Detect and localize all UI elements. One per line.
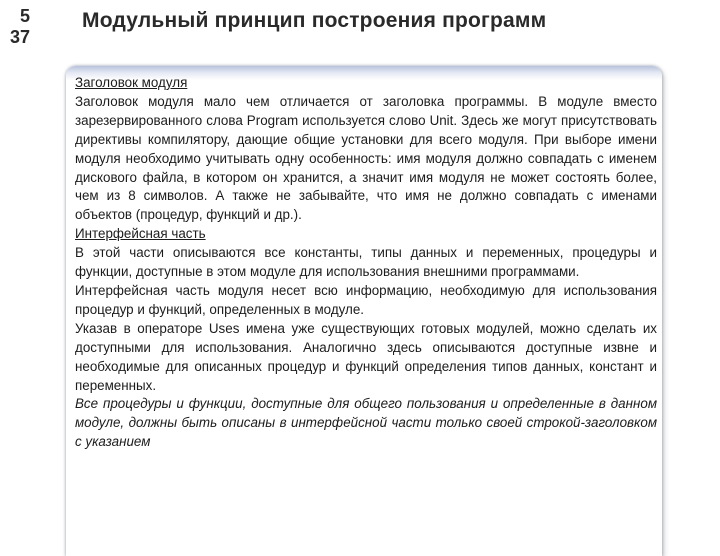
content-text — [75, 74, 657, 452]
slide-number-bottom: 37 — [9, 27, 30, 47]
section-heading-module-header: Заголовок модуля — [75, 75, 188, 90]
paragraph-interface-2: Интерфейсная часть модуля несет всю информацию, необходимую для использования процедур и функций, определенных в модуле. — [75, 282, 657, 317]
paragraph-procedures-italic: Все процедуры и функции, доступные для общего пользования и определенные в данном модуле, должны быть описаны в интерфейсной части только своей строкой-заголовком с указанием — [75, 396, 657, 450]
slide-number-top: 5 — [19, 6, 30, 26]
paragraph-uses: Указав в операторе Uses имена уже существующих готовых модулей, можно сделать их доступными для использования. Аналогично здесь описываются доступные извне и необходимые для описанных процедур и функций определения типов данных, констант и переменных. — [75, 320, 657, 393]
slide-number — [2, 6, 30, 48]
section-heading-interface: Интерфейсная часть — [75, 226, 206, 242]
slide-title: Модульный принцип построения программ — [82, 9, 547, 32]
paragraph-module-header: Заголовок модуля мало чем отличается от заголовка программы. В модуле вместо зарезервированного слова Program используется слово Unit. Здесь же могут присутствовать директивы компилятору, дающие общие установки для всего модуля. При выборе имени модуля необходимо учитывать одну особенность: имя модуля должно совпадать с именем дискового файла, в котором он хранится, а значит имя модуля не может состоять более, чем из 8 символов. А также не забывайте, что имя не должно совпадать с именами объектов (процедур, функций и др.). — [75, 93, 657, 223]
paragraph-interface-1: В этой части описываются все константы, типы данных и переменных, процедуры и функции, доступные в этом модуле для использования внешними программами. — [75, 245, 657, 280]
